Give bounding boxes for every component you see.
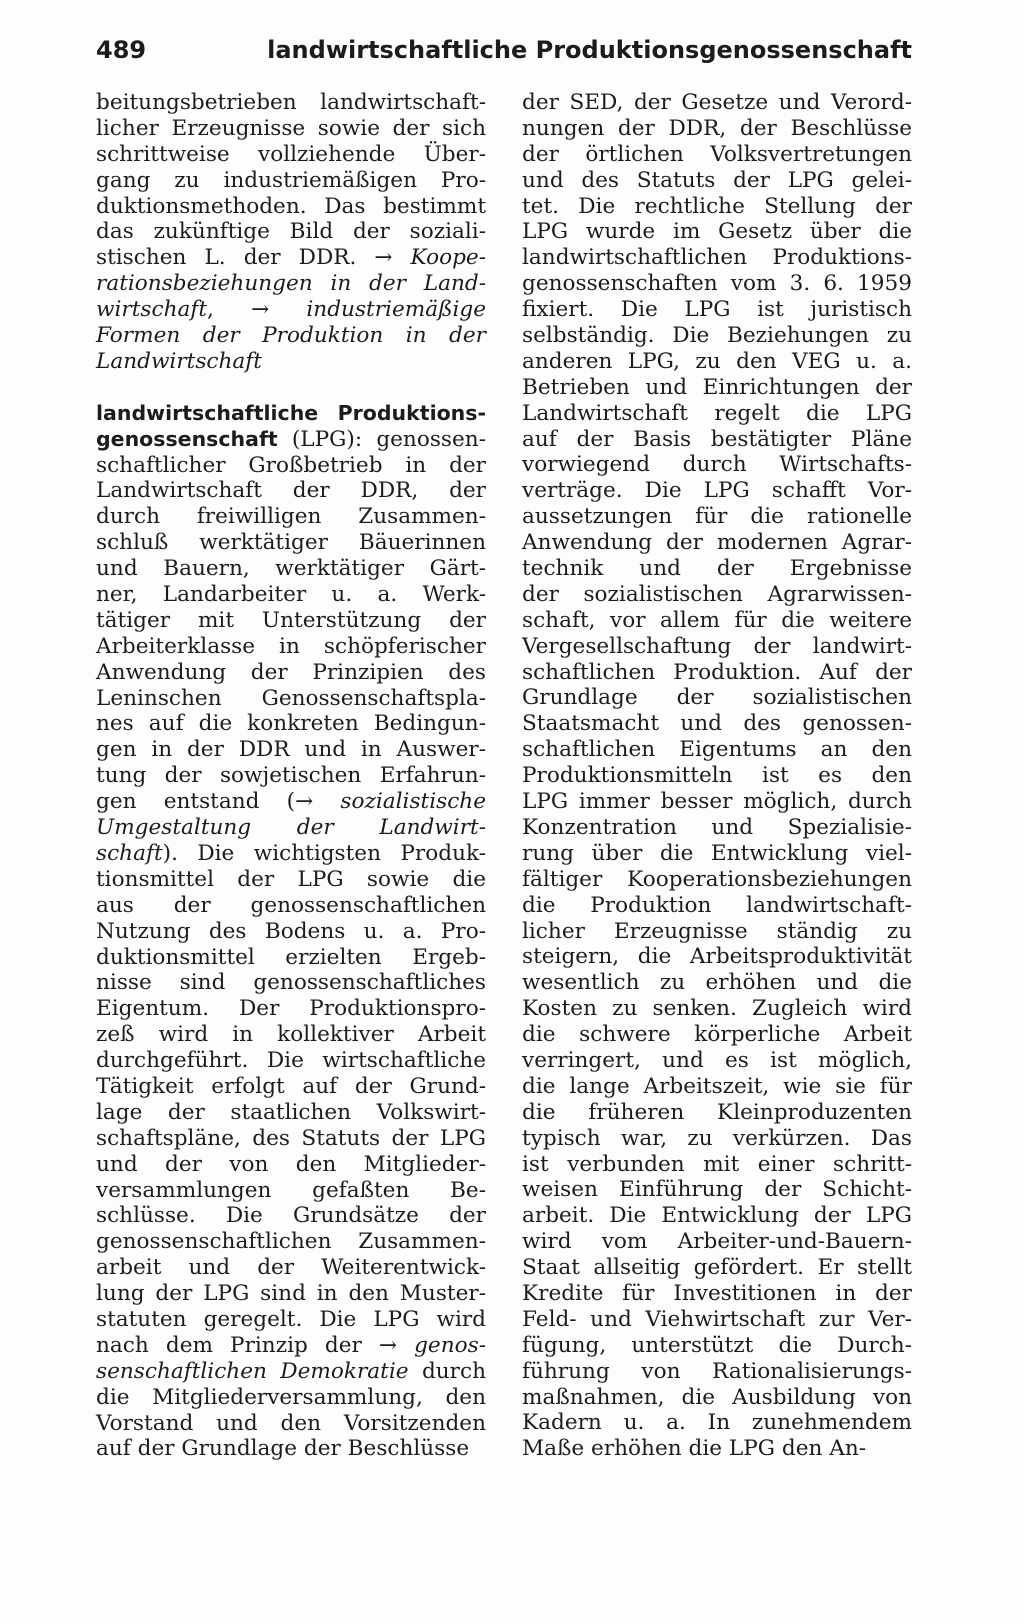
text-line: [96, 453, 486, 479]
text-line: [522, 349, 912, 375]
page-number: 489: [96, 36, 147, 64]
text-line: [522, 1126, 912, 1152]
text-line: [96, 194, 486, 220]
text-line: [96, 1436, 486, 1462]
text-line: [96, 427, 486, 453]
text-line: [96, 1385, 486, 1411]
text-run: anderen LPG, zu den VEG u. a.: [522, 348, 912, 374]
entry-headword: landwirtschaftliche Produktions-: [96, 400, 486, 425]
text-line: [96, 919, 486, 945]
left-column: [96, 90, 486, 1462]
text-run: schaftspläne, des Statuts der LPG: [96, 1125, 486, 1151]
text-run: tätiger mit Unterstützung der: [96, 607, 486, 633]
text-line: [96, 271, 486, 297]
text-line: [522, 763, 912, 789]
text-line: [522, 685, 912, 711]
text-line: [96, 711, 486, 737]
text-run: Betrieben und Einrichtungen der: [522, 374, 912, 400]
text-line: [96, 1100, 486, 1126]
text-run: vorwiegend durch Wirtschafts-: [522, 452, 912, 478]
text-run: Tätigkeit erfolgt auf der Grund-: [96, 1073, 486, 1099]
text-run: lage der staatlichen Volkswirt-: [96, 1099, 486, 1125]
text-line: [96, 789, 486, 815]
text-run: Kadern u. a. In zunehmendem: [522, 1410, 912, 1436]
text-run: führung von Rationalisierungs-: [522, 1358, 912, 1384]
text-line: [96, 1255, 486, 1281]
text-line: [522, 634, 912, 660]
paragraph-gap: [96, 375, 486, 401]
text-run: gen entstand (→: [96, 789, 341, 815]
text-line: [96, 1281, 486, 1307]
cross-reference: wirtschaft: [96, 297, 208, 323]
text-line: [522, 1229, 912, 1255]
text-run: genossenschaften vom 3. 6. 1959: [522, 271, 912, 297]
text-line: [522, 427, 912, 453]
text-run: arbeit. Die Entwicklung der LPG: [522, 1203, 912, 1229]
text-line: [522, 245, 912, 271]
text-line: [96, 1048, 486, 1074]
text-run: weisen Einführung der Schicht-: [522, 1177, 912, 1203]
text-run: (LPG): genossen-: [277, 426, 486, 452]
text-run: Produktionsmitteln ist es den: [522, 763, 912, 789]
text-run: arbeit und der Weiterentwick-: [96, 1255, 486, 1281]
text-run: ist verbunden mit einer schritt-: [522, 1151, 912, 1177]
text-line: [522, 1333, 912, 1359]
text-line: [522, 582, 912, 608]
text-run: fixiert. Die LPG ist juristisch: [522, 297, 912, 323]
text-line: [96, 660, 486, 686]
text-run: duktionsmethoden. Das bestimmt: [96, 193, 486, 219]
text-line: [522, 478, 912, 504]
text-run: Nutzung des Bodens u. a. Pro-: [96, 918, 486, 944]
text-run: Staatsmacht und des genossen-: [522, 711, 912, 737]
text-run: verringert, und es ist möglich,: [522, 1047, 912, 1073]
text-run: licher Erzeugnisse ständig zu: [522, 918, 912, 944]
text-line: [522, 1255, 912, 1281]
text-run: ). Die wichtigsten Produk-: [162, 840, 486, 866]
text-line: [522, 1177, 912, 1203]
text-line: [96, 945, 486, 971]
text-line: [522, 168, 912, 194]
cross-reference: Formen der Produktion in der: [96, 323, 486, 349]
text-line: [96, 1126, 486, 1152]
text-line: [522, 297, 912, 323]
text-run: fügung, unterstützt die Durch-: [522, 1332, 912, 1358]
text-line: [96, 763, 486, 789]
text-run: rung über die Entwicklung viel-: [522, 840, 912, 866]
text-run: Maße erhöhen die LPG den An-: [522, 1436, 867, 1462]
text-run: tionsmittel der LPG sowie die: [96, 866, 486, 892]
text-line: [96, 1074, 486, 1100]
text-run: selbständig. Die Beziehungen zu: [522, 323, 912, 349]
text-line: [96, 815, 486, 841]
text-line: [522, 944, 912, 970]
text-run: und Bauern, werktätiger Gärt-: [96, 556, 486, 582]
text-line: [96, 608, 486, 634]
text-run: Anwendung der modernen Agrar-: [522, 530, 912, 556]
text-run: durch: [408, 1358, 486, 1384]
text-line: [522, 996, 912, 1022]
page-header: [96, 36, 912, 64]
text-run: der sozialistischen Agrarwissen-: [522, 581, 912, 607]
cross-reference: Umgestaltung der Landwirt-: [96, 815, 486, 841]
text-run: schlüsse. Die Grundsätze der: [96, 1203, 486, 1229]
text-line: [522, 893, 912, 919]
text-run: und des Statuts der LPG gelei-: [522, 167, 912, 193]
text-run: wird vom Arbeiter-und-Bauern-: [522, 1229, 912, 1255]
text-run: typisch war, zu verkürzen. Das: [522, 1125, 912, 1151]
text-run: , →: [207, 297, 307, 323]
text-line: [96, 1411, 486, 1437]
text-line: [522, 1048, 912, 1074]
text-run: verträge. Die LPG schafft Vor-: [522, 478, 912, 504]
text-line: [522, 194, 912, 220]
text-run: gang zu industriemäßigen Pro-: [96, 167, 486, 193]
text-run: Konzentration und Spezialisie-: [522, 814, 912, 840]
text-run: die schwere körperliche Arbeit: [522, 1022, 912, 1048]
text-line: [522, 1203, 912, 1229]
text-line: [522, 219, 912, 245]
text-run: schluß werktätiger Bäuerinnen: [96, 530, 486, 556]
text-run: durch freiwilligen Zusammen-: [96, 504, 486, 530]
text-line: [96, 1229, 486, 1255]
text-run: Vergesellschaftung der landwirt-: [522, 633, 912, 659]
text-run: Landwirtschaft der DDR, der: [96, 478, 486, 504]
text-line: [96, 168, 486, 194]
text-run: Grundlage der sozialistischen: [522, 685, 912, 711]
text-line: [96, 116, 486, 142]
running-title: landwirtschaftliche Produktionsgenossenschaft: [267, 36, 912, 64]
text-run: schaft, vor allem für die weitere: [522, 607, 912, 633]
text-line: [522, 1074, 912, 1100]
text-line: [522, 711, 912, 737]
text-run: die Mitgliederversammlung, den: [96, 1384, 486, 1410]
text-run: auf der Grundlage der Beschlüsse: [96, 1436, 470, 1462]
text-line: [96, 219, 486, 245]
text-run: Kredite für Investitionen in der: [522, 1280, 912, 1306]
text-run: maßnahmen, die Ausbildung von: [522, 1384, 912, 1410]
text-line: [522, 504, 912, 530]
text-run: LPG wurde im Gesetz über die: [522, 219, 912, 245]
text-run: LPG immer besser möglich, durch: [522, 789, 912, 815]
text-run: gen in der DDR und in Auswer-: [96, 737, 486, 763]
entry-headword: genossenschaft: [96, 426, 278, 451]
text-line: [522, 1281, 912, 1307]
text-line: [522, 556, 912, 582]
text-run: Arbeiterklasse in schöpferischer: [96, 633, 486, 659]
text-line: [522, 789, 912, 815]
text-line: [522, 1410, 912, 1436]
text-run: nisse sind genossenschaftliches: [96, 970, 486, 996]
text-line: [522, 116, 912, 142]
text-run: aussetzungen für die rationelle: [522, 504, 912, 530]
text-line: [96, 970, 486, 996]
text-run: die früheren Kleinproduzenten: [522, 1099, 912, 1125]
text-run: statuten geregelt. Die LPG wird: [96, 1306, 486, 1332]
text-line: [96, 634, 486, 660]
text-line: [96, 1359, 486, 1385]
text-line: [522, 867, 912, 893]
text-run: Anwendung der Prinzipien des: [96, 659, 486, 685]
text-line: [522, 90, 912, 116]
text-line: [96, 841, 486, 867]
text-line: [96, 478, 486, 504]
text-run: Landwirtschaft regelt die LPG: [522, 400, 912, 426]
text-run: technik und der Ergebnisse: [522, 556, 912, 582]
text-line: [522, 375, 912, 401]
text-line: [96, 556, 486, 582]
text-run: stischen L. der DDR. →: [96, 245, 411, 271]
cross-reference: senschaftlichen Demokratie: [96, 1358, 409, 1384]
text-line: [522, 737, 912, 763]
text-run: schaftlichen Produktion. Auf der: [522, 659, 912, 685]
text-line: [96, 867, 486, 893]
text-line: [522, 452, 912, 478]
text-line: [96, 349, 486, 375]
text-run: schaftlicher Großbetrieb in der: [96, 452, 486, 478]
text-line: [96, 504, 486, 530]
text-line: [522, 401, 912, 427]
cross-reference: sozialistische: [340, 789, 486, 815]
text-run: wesentlich zu erhöhen und die: [522, 970, 912, 996]
text-line: [522, 841, 912, 867]
text-run: ner, Landarbeiter u. a. Werk-: [96, 582, 486, 608]
cross-reference: schaft: [96, 840, 163, 866]
text-run: durchgeführt. Die wirtschaftliche: [96, 1048, 486, 1074]
text-run: licher Erzeugnisse sowie der sich: [96, 115, 486, 141]
right-column: [522, 90, 912, 1462]
text-line: [522, 1100, 912, 1126]
text-line: [96, 1333, 486, 1359]
text-line: [522, 1152, 912, 1178]
text-line: [96, 401, 486, 427]
text-run: steigern, die Arbeitsproduktivität: [522, 944, 912, 970]
text-line: [96, 1022, 486, 1048]
text-line: [522, 1359, 912, 1385]
text-run: lung der LPG sind in den Muster-: [96, 1281, 486, 1307]
text-line: [522, 530, 912, 556]
text-line: [522, 142, 912, 168]
text-run: die Produktion landwirtschaft-: [522, 892, 912, 918]
text-line: [522, 660, 912, 686]
text-line: [522, 323, 912, 349]
text-line: [96, 297, 486, 323]
text-run: fältiger Kooperationsbeziehungen: [522, 866, 912, 892]
text-run: aus der genossenschaftlichen: [96, 892, 486, 918]
text-run: und der von den Mitglieder-: [96, 1151, 486, 1177]
text-line: [96, 1178, 486, 1204]
text-run: versammlungen gefaßten Be-: [96, 1177, 486, 1203]
text-line: [96, 893, 486, 919]
text-line: [522, 1436, 912, 1462]
text-run: auf der Basis bestätigter Pläne: [522, 426, 912, 452]
text-line: [522, 970, 912, 996]
text-line: [522, 271, 912, 297]
text-run: schrittweise vollziehende Über-: [96, 141, 486, 167]
text-line: [96, 323, 486, 349]
cross-reference: rationsbeziehungen in der Land-: [96, 271, 486, 297]
text-run: schaftlichen Eigentums an den: [522, 737, 912, 763]
text-run: beitungsbetrieben landwirtschaft-: [96, 90, 486, 115]
text-run: nungen der DDR, der Beschlüsse: [522, 115, 912, 141]
text-line: [522, 815, 912, 841]
text-run: duktionsmittel erzielten Ergeb-: [96, 944, 486, 970]
text-run: der örtlichen Volksvertretungen: [522, 141, 912, 167]
cross-reference: Landwirtschaft: [96, 348, 262, 374]
text-line: [96, 1203, 486, 1229]
text-line: [96, 996, 486, 1022]
text-line: [522, 1307, 912, 1333]
text-line: [96, 1307, 486, 1333]
text-line: [96, 530, 486, 556]
text-run: Kosten zu senken. Zugleich wird: [522, 996, 912, 1022]
text-run: Leninschen Genossenschaftspla-: [96, 685, 486, 711]
text-run: zeß wird in kollektiver Arbeit: [96, 1022, 486, 1048]
text-run: tet. Die rechtliche Stellung der: [522, 193, 912, 219]
cross-reference: industriemäßige: [306, 297, 486, 323]
text-line: [96, 142, 486, 168]
cross-reference: Koope-: [410, 245, 486, 271]
text-run: das zukünftige Bild der soziali-: [96, 219, 486, 245]
text-run: Eigentum. Der Produktionspro-: [96, 996, 486, 1022]
text-line: [522, 1385, 912, 1411]
text-line: [522, 608, 912, 634]
text-run: Staat allseitig gefördert. Er stellt: [522, 1255, 912, 1281]
text-run: landwirtschaftlichen Produktions-: [522, 245, 912, 271]
text-run: tung der sowjetischen Erfahrun-: [96, 763, 486, 789]
text-run: nach dem Prinzip der →: [96, 1332, 415, 1358]
text-run: genossenschaftlichen Zusammen-: [96, 1229, 486, 1255]
text-line: [522, 919, 912, 945]
text-line: [96, 90, 486, 116]
text-line: [96, 582, 486, 608]
text-line: [96, 1152, 486, 1178]
text-run: die lange Arbeitszeit, wie sie für: [522, 1073, 912, 1099]
text-line: [96, 245, 486, 271]
text-line: [522, 1022, 912, 1048]
text-run: nes auf die konkreten Bedingun-: [96, 711, 486, 737]
text-run: Feld- und Viehwirtschaft zur Ver-: [522, 1306, 912, 1332]
text-line: [96, 737, 486, 763]
text-line: [96, 686, 486, 712]
text-run: der SED, der Gesetze und Verord-: [522, 90, 912, 115]
cross-reference: genos-: [414, 1332, 486, 1358]
text-run: Vorstand und den Vorsitzenden: [96, 1410, 486, 1436]
